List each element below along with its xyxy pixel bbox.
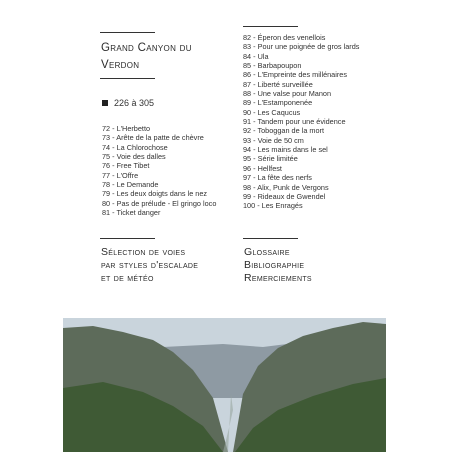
page-range: [102, 98, 154, 108]
list-item: 79 - Les deux doigts dans le nez: [102, 189, 208, 199]
canyon-title-line2: Verdon: [101, 59, 140, 71]
page-range-text: 226 à 305: [114, 98, 155, 108]
list-item: 76 - Free Tibet: [102, 161, 150, 171]
list-item: 90 - Les Caqucus: [243, 107, 301, 117]
list-item: 95 - Série limitée: [243, 154, 298, 164]
bibliography-label: Bibliographie: [244, 259, 305, 271]
selection-line1: Sélection de voies: [101, 246, 186, 258]
list-item: 92 - Toboggan de la mort: [243, 126, 324, 136]
routes-list-right: [243, 33, 359, 211]
list-item: 85 - Barbapoupon: [243, 61, 302, 71]
list-item: 72 - L'Herbetto: [102, 124, 151, 133]
square-bullet-icon: [102, 100, 108, 106]
list-item: 83 - Pour une poignée de gros lards: [243, 42, 360, 52]
list-item: 74 - La Chlorochose: [102, 142, 168, 152]
list-item: 81 - Ticket danger: [102, 208, 161, 218]
list-item: 73 - Arête de la patte de chèvre: [102, 133, 204, 143]
title-rule-bottom: [100, 78, 155, 79]
right-column-rule-top: [243, 26, 298, 27]
routes-list-left: [102, 124, 216, 217]
appendix-rule: [243, 238, 298, 239]
list-item: 96 - Hellfest: [243, 163, 282, 173]
canyon-photo: [63, 318, 386, 452]
list-item: 84 - Ula: [243, 51, 269, 61]
list-item: 75 - Voie des dalles: [102, 152, 166, 162]
list-item: 93 - Voie de 50 cm: [243, 135, 304, 145]
appendix-heading: [244, 246, 312, 285]
title-rule-top: [100, 32, 155, 33]
acknowledgements-label: Remerciements: [244, 272, 312, 284]
list-item: 97 - La fête des nerfs: [243, 173, 312, 183]
selection-line3: et de météo: [101, 272, 154, 284]
list-item: 77 - L'Offre: [102, 170, 139, 180]
list-item: 89 - L'Estamponenée: [243, 98, 313, 108]
selection-line2: par styles d'escalade: [101, 259, 199, 271]
list-item: 91 - Tandem pour une évidence: [243, 117, 346, 127]
glossary-label: Glossaire: [244, 246, 290, 258]
selection-heading: [101, 246, 198, 285]
list-item: 88 - Une valse pour Manon: [243, 89, 332, 99]
list-item: 78 - Le Demande: [102, 180, 159, 190]
list-item: 82 - Éperon des venellois: [243, 33, 326, 42]
canyon-title-line1: Grand Canyon du: [101, 42, 192, 54]
list-item: 98 - Alix, Punk de Vergons: [243, 182, 329, 192]
selection-rule: [100, 238, 155, 239]
list-item: 80 - Pas de prélude - El gringo loco: [102, 198, 217, 208]
list-item: 87 - Liberté surveillée: [243, 79, 313, 89]
canyon-title: [101, 42, 192, 72]
list-item: 99 - Rideaux de Gwendel: [243, 191, 326, 201]
list-item: 100 - Les Enragés: [243, 201, 303, 211]
canyon-landscape-image: [63, 318, 386, 452]
list-item: 94 - Les mains dans le sel: [243, 145, 328, 155]
list-item: 86 - L'Empreinte des millénaires: [243, 70, 348, 80]
